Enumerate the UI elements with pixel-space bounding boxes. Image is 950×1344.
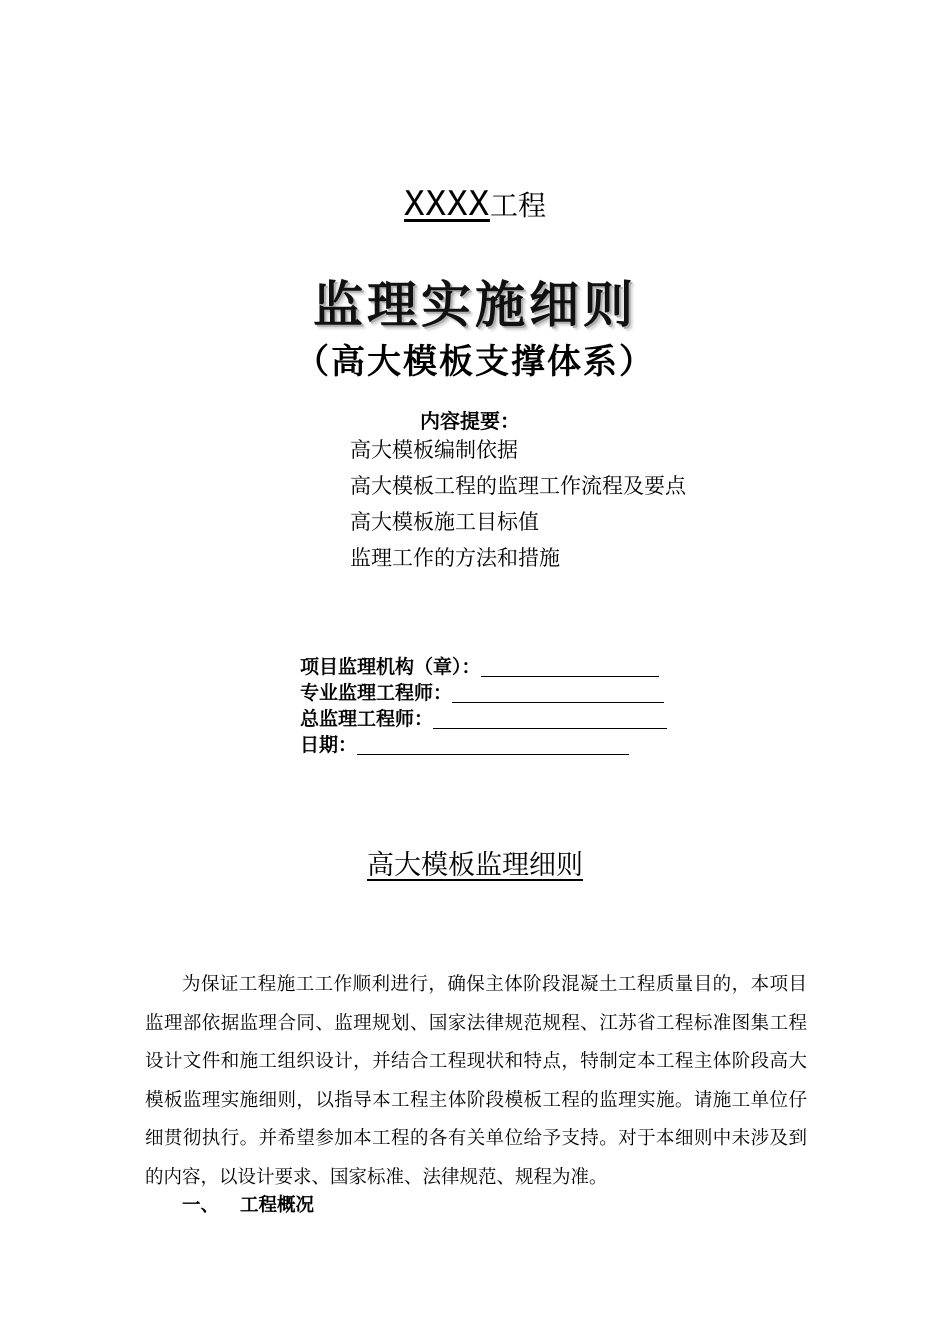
summary-item: 高大模板工程的监理工作流程及要点 bbox=[350, 474, 686, 498]
signature-row-agency bbox=[300, 654, 667, 680]
summary-item: 高大模板施工目标值 bbox=[350, 510, 539, 534]
section-title-text: 高大模板监理细则 bbox=[367, 850, 583, 881]
signature-label: 总监理工程师： bbox=[300, 708, 434, 730]
intro-paragraph: 为保证工程施工工作顺利进行，确保主体阶段混凝土工程质量目的，本项目监理部依据监理合同、监理规划、国家法律规范规程、江苏省工程标准图集工程设计文件和施工组织设计，并结合工程现状和特点，特制定本工程主体阶段高大模板监理实施细则，以指导本工程主体阶段模板工程的监理实施。请施工单位仔细贯彻执行。并希望参加本工程的各有关单位给予支持。对于本细则中未涉及到的内容，以设计要求、国家标准、法律规范、规程为准。 bbox=[145, 974, 807, 1188]
signature-line[interactable] bbox=[433, 708, 667, 729]
signature-line[interactable] bbox=[452, 682, 664, 703]
signature-block bbox=[300, 654, 667, 758]
signature-label: 项目监理机构（章）： bbox=[300, 656, 481, 678]
signature-label: 日期： bbox=[300, 734, 358, 756]
summary-item: 监理工作的方法和措施 bbox=[350, 546, 560, 570]
main-title: 监理实施细则 bbox=[313, 276, 637, 334]
signature-row-chief bbox=[300, 706, 667, 732]
signature-label: 专业监理工程师： bbox=[300, 682, 453, 704]
project-name: XXXX bbox=[404, 184, 490, 224]
chapter-heading bbox=[182, 1191, 314, 1221]
signature-row-date bbox=[300, 732, 667, 758]
summary-list bbox=[350, 432, 686, 576]
signature-line[interactable] bbox=[357, 734, 629, 755]
signature-row-specialist bbox=[300, 680, 667, 706]
signature-line[interactable] bbox=[481, 656, 659, 677]
sub-title: （高大模板支撑体系） bbox=[295, 342, 655, 382]
summary-heading: 内容提要： bbox=[420, 409, 520, 433]
chapter-title: 工程概况 bbox=[240, 1195, 315, 1216]
chapter-number: 一、 bbox=[182, 1195, 220, 1216]
summary-item: 高大模板编制依据 bbox=[350, 438, 518, 462]
project-suffix: 工程 bbox=[489, 189, 546, 222]
section-title bbox=[0, 846, 950, 886]
project-title bbox=[0, 180, 950, 230]
